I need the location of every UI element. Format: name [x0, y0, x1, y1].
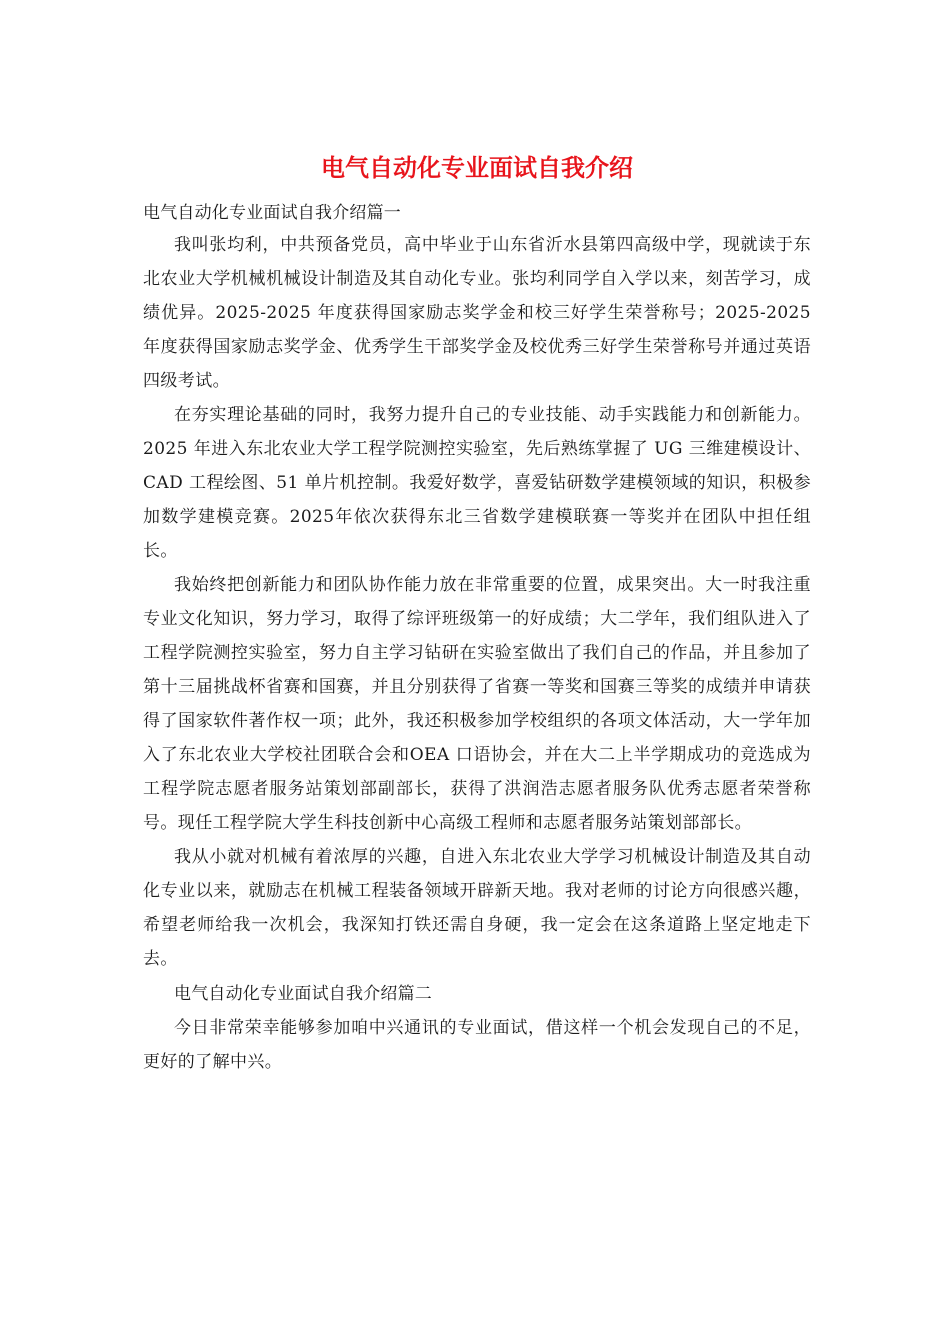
paragraph-2: 在夯实理论基础的同时，我努力提升自己的专业技能、动手实践能力和创新能力。2025 年进入东北农业大学工程学院测控实验室，先后熟练掌握了 UG 三维建模设计、CAD 工程绘图、51 单片机控制。我爱好数学，喜爱钻研数学建模领域的知识，积极参加数学建模竞赛。2025年依次获得东北三省数学建模联赛一等奖并在团队中担任组长。 — [143, 405, 811, 561]
paragraph-3: 我始终把创新能力和团队协作能力放在非常重要的位置，成果突出。大一时我注重专业文化知识，努力学习，取得了综评班级第一的好成绩；大二学年，我们组队进入了工程学院测控实验室，努力自主学习钻研在实验室做出了我们自己的作品，并且参加了第十三届挑战杯省赛和国赛，并且分别获得了省赛一等奖和国赛三等奖的成绩并申请获得了国家软件著作权一项；此外，我还积极参加学校组织的各项文体活动，大一学年加入了东北农业大学校社团联合会和OEA 口语协会，并在大二上半学期成功的竞选成为工程学院志愿者服务站策划部副部长，获得了洪润浩志愿者服务队优秀志愿者荣誉称号。现任工程学院大学生科技创新中心高级工程师和志愿者服务站策划部部长。 — [143, 575, 811, 833]
document-title: 电气自动化专业面试自我介绍 — [321, 154, 633, 182]
section-heading-2: 电气自动化专业面试自我介绍篇二 — [174, 984, 432, 1004]
paragraph-1: 我叫张均利，中共预备党员，高中毕业于山东省沂水县第四高级中学，现就读于东北农业大学机械机械设计制造及其自动化专业。张均利同学自入学以来，刻苦学习，成绩优异。2025-2025 年度获得国家励志奖学金和校三好学生荣誉称号；2025-2025 年度获得国家励志奖学金、优秀学生干部奖学金及校优秀三好学生荣誉称号并通过英语四级考试。 — [143, 235, 811, 391]
paragraph-4: 我从小就对机械有着浓厚的兴趣，自进入东北农业大学学习机械设计制造及其自动化专业以来，就励志在机械工程装备领域开辟新天地。我对老师的讨论方向很感兴趣，希望老师给我一次机会，我深知打铁还需自身硬，我一定会在这条道路上坚定地走下去。 — [143, 847, 811, 969]
document-body — [143, 148, 811, 1079]
section-heading-1: 电气自动化专业面试自我介绍篇一 — [143, 203, 401, 223]
paragraph-5: 今日非常荣幸能够参加咱中兴通讯的专业面试，借这样一个机会发现自己的不足，更好的了解中兴。 — [143, 1018, 811, 1072]
